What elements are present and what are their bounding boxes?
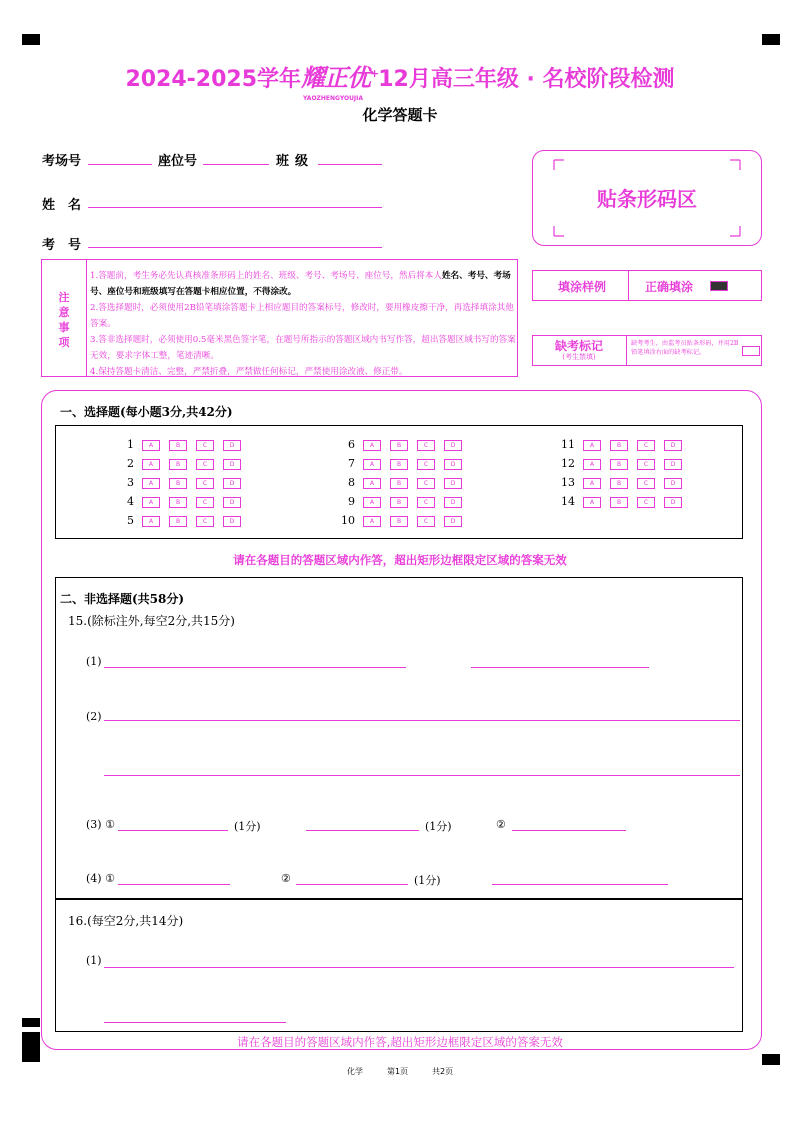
choice-bubble-d[interactable]: D — [223, 440, 241, 451]
choice-bubble-b[interactable]: B — [169, 440, 187, 451]
choice-bubble-c[interactable]: C — [417, 459, 435, 470]
choice-bubble-c[interactable]: C — [417, 478, 435, 489]
choice-bubble-a[interactable]: A — [142, 478, 160, 489]
choice-bubble-c[interactable]: C — [417, 497, 435, 508]
choice-question-7 — [333, 457, 471, 470]
choice-question-8 — [333, 476, 471, 489]
q15-part3-score-b: (1分) — [425, 820, 452, 833]
choice-bubble-c[interactable]: C — [417, 516, 435, 527]
q15-part4-circle-2: ② — [281, 872, 291, 885]
choice-bubble-c[interactable]: C — [637, 497, 655, 508]
absent-mark-divider — [626, 335, 627, 366]
q16-title: 16.(每空2分,共14分) — [68, 914, 184, 928]
q15-part4-blank-b[interactable] — [296, 884, 408, 885]
exam-number-label: 考 号 — [42, 238, 82, 253]
choice-bubble-c[interactable]: C — [196, 478, 214, 489]
choice-bubble-b[interactable]: B — [169, 516, 187, 527]
registration-mark-top-right — [762, 34, 780, 45]
choice-question-13 — [553, 476, 691, 489]
choice-bubble-a[interactable]: A — [142, 516, 160, 527]
choice-bubble-a[interactable]: A — [142, 459, 160, 470]
choice-bubble-a[interactable]: A — [363, 497, 381, 508]
registration-mark-left-1 — [22, 1018, 40, 1027]
registration-mark-bottom-right — [762, 1054, 780, 1065]
choice-bubble-b[interactable]: B — [610, 440, 628, 451]
choice-bubble-c[interactable]: C — [196, 440, 214, 451]
choice-question-number: 9 — [348, 495, 355, 508]
footer-subject: 化学 — [347, 1067, 363, 1076]
choice-bubble-d[interactable]: D — [444, 497, 462, 508]
choice-bubble-d[interactable]: D — [223, 459, 241, 470]
q15-part3-blank-b[interactable] — [306, 830, 419, 831]
q15-part4-label: (4) ① — [86, 872, 115, 885]
q15-part4-blank-a[interactable] — [118, 884, 230, 885]
notice-item-3: 3.答非选择题时，必须使用0.5毫米黑色签字笔，在题号所指示的答题区域内书写作答，超出答题区域书写的答案无效，要求字体工整，笔迹清晰。 — [90, 335, 516, 361]
choice-bubble-a[interactable]: A — [142, 440, 160, 451]
choice-bubble-d[interactable]: D — [664, 497, 682, 508]
choice-bubble-a[interactable]: A — [142, 497, 160, 508]
choice-question-14 — [553, 495, 691, 508]
sheet-subtitle: 化学答题卡 — [362, 106, 438, 124]
title-exam: 12月高三年级 · 名校阶段检测 — [378, 67, 675, 92]
choice-bubble-d[interactable]: D — [444, 440, 462, 451]
choice-bubble-b[interactable]: B — [390, 478, 408, 489]
correct-fill-label: 正确填涂 — [645, 280, 694, 294]
q16-part1-blank-b[interactable] — [104, 1022, 286, 1023]
choice-question-3 — [112, 476, 250, 489]
title-year: 2024-2025学年 — [125, 67, 302, 92]
choice-bubble-d[interactable]: D — [223, 516, 241, 527]
exam-room-label: 考场号 — [42, 154, 82, 169]
section1-title: 一、选择题(每小题3分,共42分) — [60, 405, 233, 419]
q15-part4-blank-c[interactable] — [492, 884, 668, 885]
choice-bubble-b[interactable]: B — [610, 497, 628, 508]
absent-mark-sub: (考生禁填) — [562, 353, 596, 361]
choice-bubble-b[interactable]: B — [390, 440, 408, 451]
choice-bubble-b[interactable]: B — [169, 478, 187, 489]
choice-question-10 — [333, 514, 471, 527]
brand-logo: 耀正优+ YAOZHENGYOUJIA — [301, 64, 379, 102]
name-field[interactable] — [88, 207, 382, 208]
choice-bubble-c[interactable]: C — [637, 440, 655, 451]
choice-bubble-a[interactable]: A — [583, 478, 601, 489]
correct-fill-sample — [710, 281, 728, 291]
absent-mark-label: 缺考标记 — [554, 339, 603, 353]
choice-question-number: 6 — [348, 438, 355, 451]
q15-part2-blank-b[interactable] — [104, 775, 740, 776]
choice-question-number: 12 — [561, 457, 575, 470]
choice-bubble-c[interactable]: C — [417, 440, 435, 451]
footer-page: 第1页 — [387, 1067, 409, 1076]
choice-question-5 — [112, 514, 250, 527]
choice-bubble-d[interactable]: D — [223, 497, 241, 508]
choice-bubble-a[interactable]: A — [363, 516, 381, 527]
choice-question-number: 2 — [127, 457, 134, 470]
choice-bubble-c[interactable]: C — [637, 478, 655, 489]
name-label: 姓 名 — [42, 198, 82, 213]
q15-part3-score-a: (1分) — [234, 820, 261, 833]
q16-part1-label: (1) — [86, 954, 102, 967]
seat-field[interactable] — [203, 164, 269, 165]
choice-question-9 — [333, 495, 471, 508]
choice-bubble-d[interactable]: D — [664, 459, 682, 470]
choice-question-number: 1 — [127, 438, 134, 451]
choice-bubble-b[interactable]: B — [390, 497, 408, 508]
choice-bubble-b[interactable]: B — [169, 497, 187, 508]
choice-question-6 — [333, 438, 471, 451]
choice-bubble-a[interactable]: A — [363, 459, 381, 470]
notice-label: 注 意 事 项 — [58, 291, 70, 349]
q15-part1-blank-a[interactable] — [104, 667, 406, 668]
choice-bubble-c[interactable]: C — [196, 459, 214, 470]
barcode-area-label: 贴条形码区 — [597, 187, 697, 211]
choice-bubble-a[interactable]: A — [363, 478, 381, 489]
choice-question-number: 3 — [127, 476, 134, 489]
q15-part4-score: (1分) — [414, 874, 441, 887]
choice-question-number: 13 — [561, 476, 575, 489]
q15-part3-blank-a[interactable] — [118, 830, 228, 831]
choice-bubble-d[interactable]: D — [664, 478, 682, 489]
choice-question-2 — [112, 457, 250, 470]
q15-part1-label: (1) — [86, 655, 102, 668]
choice-question-number: 8 — [348, 476, 355, 489]
q15-title: 15.(除标注外,每空2分,共15分) — [68, 614, 235, 628]
choice-question-12 — [553, 457, 691, 470]
choice-bubble-a[interactable]: A — [363, 440, 381, 451]
choice-question-number: 7 — [348, 457, 355, 470]
choice-bubble-a[interactable]: A — [583, 497, 601, 508]
footer-total: 共2页 — [432, 1067, 454, 1076]
notice-item-4: 4.保持答题卡清洁、完整，严禁折叠，严禁做任何标记，严禁使用涂改液、修正带。 — [90, 367, 408, 377]
choice-question-number: 4 — [127, 495, 134, 508]
exam-room-field[interactable] — [88, 164, 152, 165]
notice-divider — [86, 259, 87, 377]
choice-bubble-b[interactable]: B — [390, 516, 408, 527]
choice-bubble-d[interactable]: D — [664, 440, 682, 451]
choice-bubble-d[interactable]: D — [444, 516, 462, 527]
choice-question-1 — [112, 438, 250, 451]
class-label: 班级 — [276, 154, 315, 169]
q15-part2-label: (2) — [86, 710, 102, 723]
choice-bubble-d[interactable]: D — [444, 478, 462, 489]
answer-area-warning-bottom: 请在各题目的答题区域内作答,超出矩形边框限定区域的答案无效 — [237, 1035, 563, 1049]
choice-bubble-a[interactable]: A — [583, 459, 601, 470]
seat-label: 座位号 — [158, 154, 198, 169]
fill-sample-label: 填涂样例 — [557, 280, 606, 294]
q15-part1-blank-b[interactable] — [471, 667, 649, 668]
choice-bubble-b[interactable]: B — [610, 459, 628, 470]
fill-sample-divider — [628, 270, 629, 301]
registration-mark-top-left — [22, 34, 40, 45]
choice-question-number: 5 — [127, 514, 134, 527]
q15-part3-circle-2: ② — [496, 818, 506, 831]
answer-area-warning: 请在各题目的答题区域内作答，超出矩形边框限定区域的答案无效 — [233, 553, 567, 567]
choice-bubble-b[interactable]: B — [390, 459, 408, 470]
choice-bubble-d[interactable]: D — [223, 478, 241, 489]
choice-bubble-b[interactable]: B — [610, 478, 628, 489]
choice-question-11 — [553, 438, 691, 451]
absent-mark-bubble[interactable] — [742, 346, 760, 356]
choice-question-number: 14 — [561, 495, 575, 508]
q15-part2-blank-a[interactable] — [104, 720, 740, 721]
notice-item-2: 2.答选择题时，必须使用2B铅笔填涂答题卡上相应题目的答案标号，修改时，要用橡皮擦干净，再选择填涂其他答案。 — [90, 303, 514, 329]
exam-number-field[interactable] — [88, 247, 382, 248]
choice-bubble-c[interactable]: C — [637, 459, 655, 470]
choice-bubble-b[interactable]: B — [169, 459, 187, 470]
section2-title: 二、非选择题(共58分) — [60, 592, 185, 606]
absent-mark-desc: 缺考考生，由监考员贴条形码，并用2B铅笔填涂右面的缺考标记。 — [631, 340, 739, 356]
class-field[interactable] — [318, 164, 382, 165]
q15-part3-label: (3) ① — [86, 818, 115, 831]
sheet-title — [0, 58, 800, 102]
choice-question-number: 10 — [341, 514, 355, 527]
choice-bubble-c[interactable]: C — [196, 516, 214, 527]
choice-bubble-a[interactable]: A — [583, 440, 601, 451]
notice-text: 1.答题前，考生务必先认真核准条形码上的姓名、班级、考号、考场号、座位号，然后将本人姓名、考号、考场号、座位号和班级填写在答题卡相应位置，不得涂改。 2.答选择题时，必须使用2B铅笔填涂答题卡上相应题目的答案标号，修改时，要用橡皮擦干净，再选择填涂其他答案。 3.答非选择题时，必须使用0.5毫米黑色签字笔，在题号所指示的答题区域内书写作答，超出答题区域书写的答案无效，要求字体工整，笔迹清晰。 4.保持答题卡清洁、完整，严禁折叠，严禁做任何标记，严禁使用涂改液、修正带。 — [90, 268, 516, 380]
q16-part1-blank-a[interactable] — [104, 967, 734, 968]
q15-part3-blank-c[interactable] — [512, 830, 626, 831]
choice-bubble-c[interactable]: C — [196, 497, 214, 508]
choice-question-number: 11 — [561, 438, 575, 451]
notice-item-1: 1.答题前，考生务必先认真核准条形码上的姓名、班级、考号、考场号、座位号，然后将本人 — [90, 271, 442, 281]
choice-question-4 — [112, 495, 250, 508]
choice-bubble-d[interactable]: D — [444, 459, 462, 470]
